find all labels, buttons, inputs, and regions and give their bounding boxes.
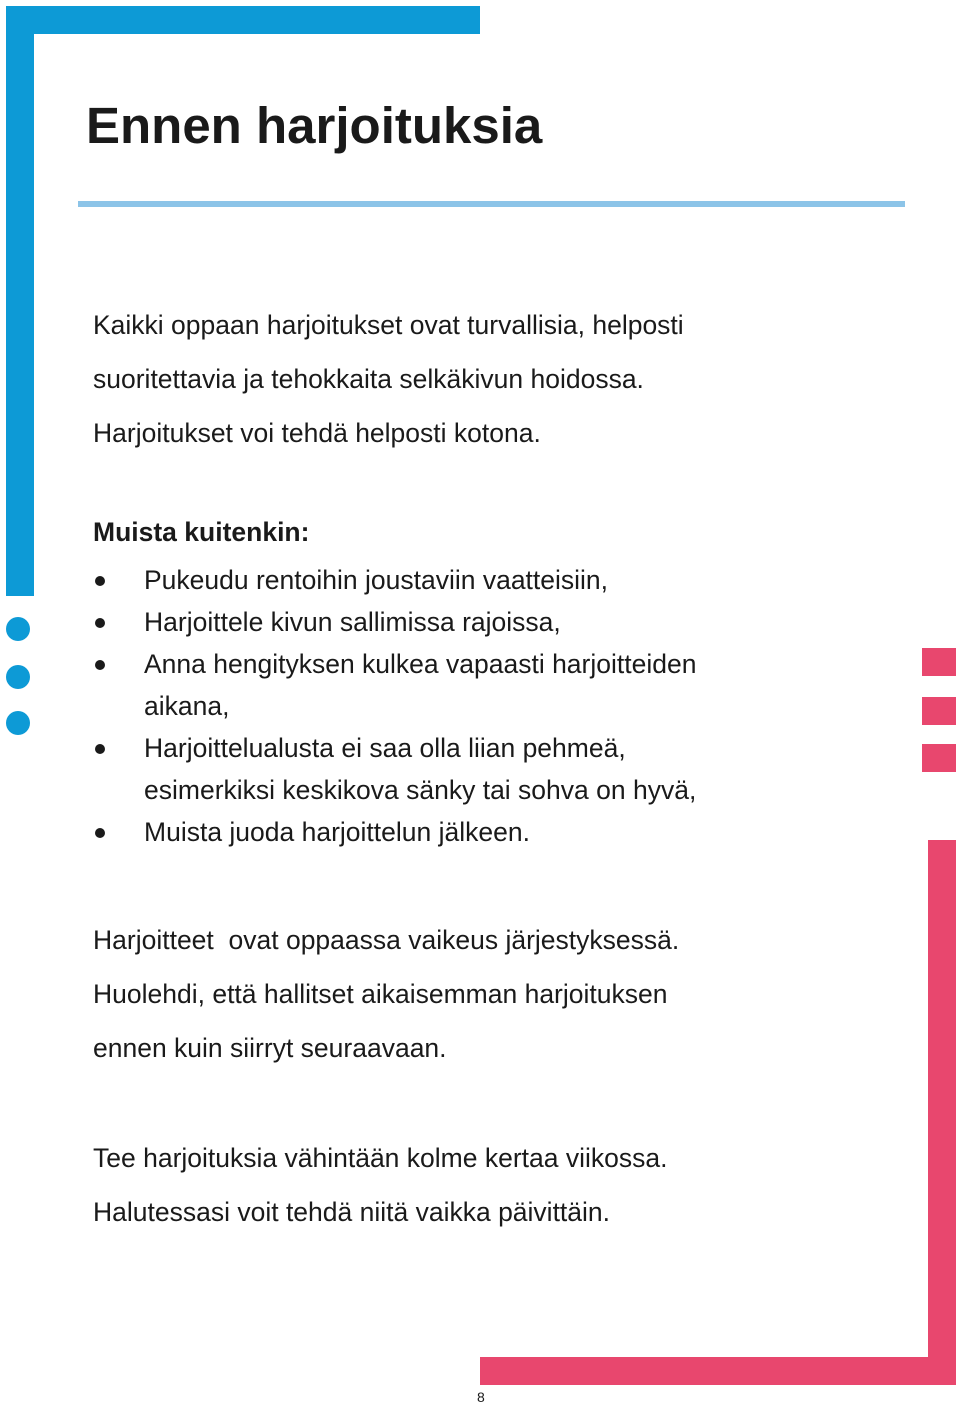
bullet-icon: [95, 744, 105, 754]
list-item: [93, 727, 696, 811]
list-item: [93, 601, 696, 643]
left-blue-bar: [6, 6, 34, 596]
right-pink-bar: [928, 840, 956, 1385]
intro-line: Kaikki oppaan harjoitukset ovat turvallisia, helposti: [93, 310, 684, 340]
page-title: Ennen harjoituksia: [86, 97, 543, 154]
list-item: [93, 811, 696, 853]
bullet-icon: [95, 660, 105, 670]
list-item-text: Pukeudu rentoihin joustaviin vaatteisiin,: [144, 565, 609, 595]
top-blue-bar: [6, 6, 480, 34]
bullet-icon: [95, 618, 105, 628]
page-number: 8: [477, 1389, 485, 1405]
intro-line: Harjoitukset voi tehdä helposti kotona.: [93, 418, 541, 448]
frequency-paragraph: [93, 1131, 667, 1239]
blue-dot-decoration: [6, 711, 30, 735]
order-line: ennen kuin siirryt seuraavaan.: [93, 1033, 447, 1063]
list-item-text: Harjoittelualusta ei saa olla liian pehmeä,: [144, 733, 626, 763]
pink-square-decoration: [922, 648, 956, 676]
list-item-text: Harjoittele kivun sallimissa rajoissa,: [144, 607, 561, 637]
list-item: [93, 559, 696, 601]
list-item-text: esimerkiksi keskikova sänky tai sohva on hyvä,: [144, 775, 697, 805]
bullet-icon: [95, 828, 105, 838]
frequency-line: Halutessasi voit tehdä niitä vaikka päivittäin.: [93, 1197, 611, 1227]
list-item-text: Muista juoda harjoittelun jälkeen.: [144, 817, 530, 847]
list-item-text: Anna hengityksen kulkea vapaasti harjoitteiden: [144, 649, 697, 679]
bottom-pink-bar: [480, 1357, 956, 1385]
reminder-heading: Muista kuitenkin:: [93, 517, 310, 547]
list-item-text: aikana,: [144, 691, 230, 721]
order-line: Harjoitteet ovat oppaassa vaikeus järjestyksessä.: [93, 925, 680, 955]
blue-dot-decoration: [6, 665, 30, 689]
order-line: Huolehdi, että hallitset aikaisemman harjoituksen: [93, 979, 668, 1009]
title-underline: [78, 201, 905, 207]
pink-square-decoration: [922, 744, 956, 772]
tips-list: [93, 559, 696, 853]
blue-dot-decoration: [6, 617, 30, 641]
intro-paragraph: [93, 298, 684, 460]
order-paragraph: [93, 913, 679, 1075]
pink-square-decoration: [922, 697, 956, 725]
reminder-section: [93, 505, 696, 853]
intro-line: suoritettavia ja tehokkaita selkäkivun hoidossa.: [93, 364, 644, 394]
list-item: [93, 643, 696, 727]
frequency-line: Tee harjoituksia vähintään kolme kertaa viikossa.: [93, 1143, 668, 1173]
bullet-icon: [95, 576, 105, 586]
